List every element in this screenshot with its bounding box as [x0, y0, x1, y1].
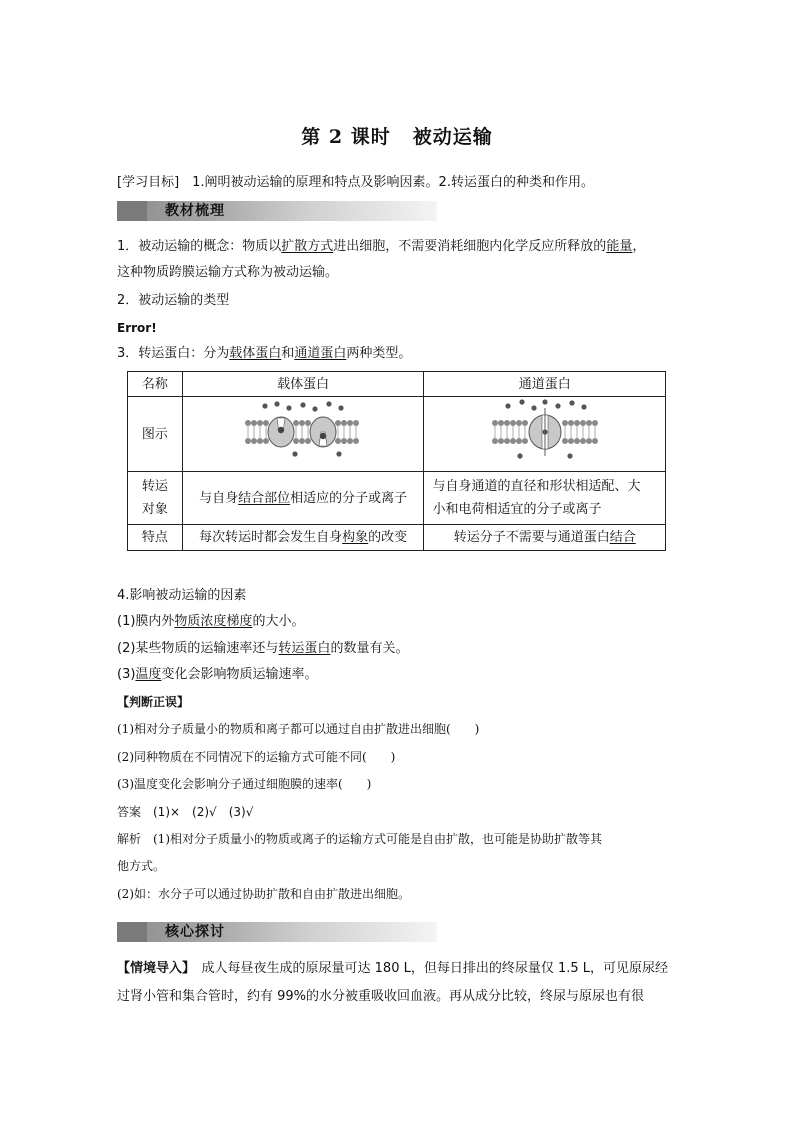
table-row	[128, 472, 666, 525]
table-cell-label: 特点	[128, 525, 183, 551]
analysis-line: 他方式。	[117, 859, 166, 873]
channel-transport-object: 与自身通道的直径和形状相适配、大 小和电荷相适宜的分子或离子	[424, 472, 666, 525]
factors-heading: 4.影响被动运输的因素	[117, 588, 247, 603]
factor-item: (2)某些物质的运输速率还与转运蛋白的数量有关。	[117, 641, 409, 656]
table-cell-label: 图示	[128, 397, 183, 472]
judge-heading: 【判断正误】	[117, 695, 190, 709]
carrier-protein-diagram	[243, 400, 363, 460]
section-title: 教材梳理	[165, 203, 225, 219]
carrier-transport-object: 与自身结合部位相适应的分子或离子	[182, 472, 424, 525]
blank-answer: 转运蛋白	[278, 641, 331, 656]
error-text: Error!	[117, 321, 157, 335]
page-title	[0, 122, 794, 149]
channel-protein-diagram-cell	[424, 397, 666, 472]
paragraph-concept: 1．被动运输的概念：物质以扩散方式进出细胞，不需要消耗细胞内化学反应所释放的能量，	[117, 239, 646, 254]
section-bar-accent	[117, 922, 147, 942]
carrier-feature: 每次转运时都会发生自身构象的改变	[182, 525, 424, 551]
table-cell-label: 转运 对象	[128, 472, 183, 525]
table-header: 通道蛋白	[424, 372, 666, 397]
channel-feature: 转运分子不需要与通道蛋白结合	[424, 525, 666, 551]
blank-answer: 物质浓度梯度	[174, 614, 253, 629]
blank-answer: 载体蛋白	[229, 346, 282, 361]
paragraph-transport-protein: 3．转运蛋白：分为载体蛋白和通道蛋白两种类型。	[117, 346, 412, 361]
section-bar-core	[117, 922, 437, 942]
section-bar-textbook	[117, 201, 437, 221]
blank-answer: 结合部位	[238, 490, 291, 506]
judge-question: (3)温度变化会影响分子通过细胞膜的速率( )	[117, 777, 372, 791]
table-row	[128, 525, 666, 551]
blank-answer: 构象	[342, 530, 369, 545]
scenario-label: 【情境导入】	[117, 961, 189, 976]
carrier-protein-diagram-cell	[182, 397, 424, 472]
analysis-line: (2)如：水分子可以通过协助扩散和自由扩散进出细胞。	[117, 887, 411, 901]
table-header: 名称	[128, 372, 183, 397]
answer-line: 答案 (1)× (2)√ (3)√	[117, 805, 254, 819]
blank-answer: 能量	[606, 239, 633, 254]
learning-objectives: [学习目标] 1.阐明被动运输的原理和特点及影响因素。2.转运蛋白的种类和作用。	[117, 175, 594, 190]
judge-question: (2)同种物质在不同情况下的运输方式可能不同( )	[117, 750, 396, 764]
factor-item: (1)膜内外物质浓度梯度的大小。	[117, 614, 305, 629]
scenario-line: 过肾小管和集合管时，约有 99%的水分被重吸收回血液。再从成分比较，终尿与原尿也有很	[117, 989, 645, 1004]
factor-item: (3)温度变化会影响物质运输速率。	[117, 667, 318, 682]
section-title: 核心探讨	[165, 924, 225, 940]
table-row	[128, 372, 666, 397]
table-row	[128, 397, 666, 472]
blank-answer: 结合	[609, 530, 636, 545]
table-header: 载体蛋白	[182, 372, 424, 397]
paragraph-concept-cont: 这种物质跨膜运输方式称为被动运输。	[117, 265, 339, 280]
title-topic: 被动运输	[412, 126, 493, 148]
blank-answer: 通道蛋白	[294, 346, 347, 361]
section-bar-accent	[117, 201, 147, 221]
blank-answer: 温度	[135, 667, 162, 682]
analysis-line: 解析 (1)相对分子质量小的物质或离子的运输方式可能是自由扩散，也可能是协助扩散等其	[117, 832, 603, 846]
paragraph-types: 2．被动运输的类型	[117, 293, 230, 308]
blank-answer: 扩散方式	[281, 239, 334, 254]
transport-protein-table	[127, 371, 666, 551]
channel-protein-diagram	[490, 398, 600, 462]
title-lesson: 第 2 课时	[301, 126, 391, 148]
judge-question: (1)相对分子质量小的物质和离子都可以通过自由扩散进出细胞( )	[117, 722, 480, 736]
scenario-line: 【情境导入】 成人每昼夜生成的原尿量可达 180 L，但每日排出的终尿量仅 1.5 L，可见原尿经	[117, 961, 669, 976]
